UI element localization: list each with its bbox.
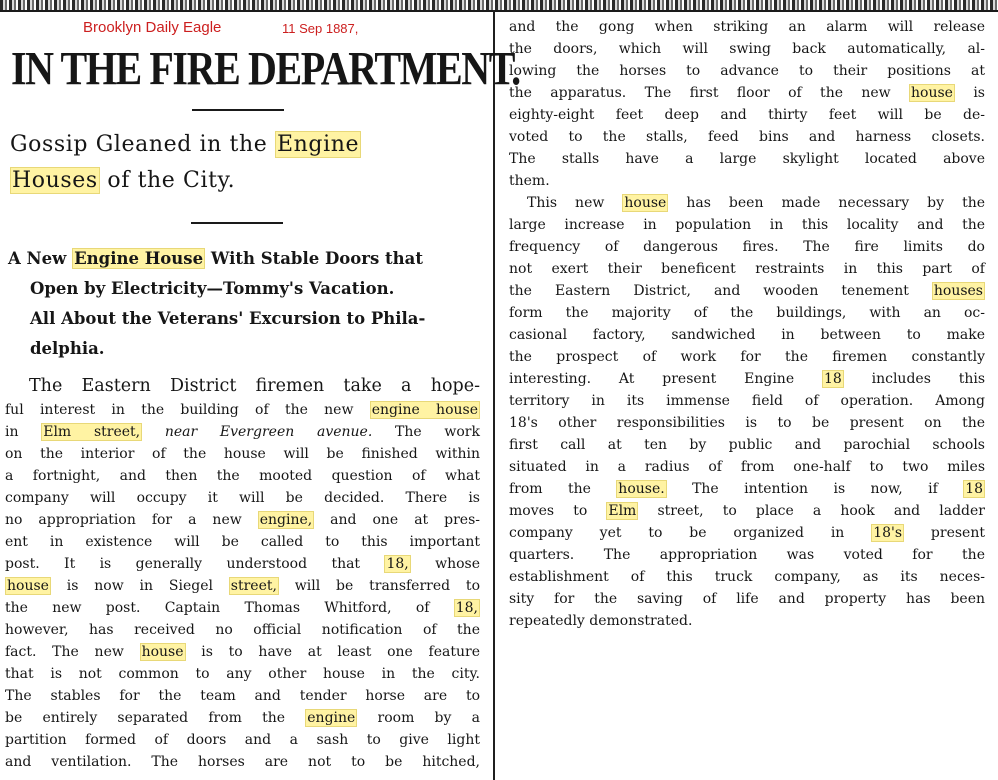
deck-text: of the City.	[99, 168, 236, 193]
body-text: post. It is generally understood that	[5, 556, 385, 572]
search-highlight: street,	[230, 578, 277, 594]
body-line	[5, 509, 480, 531]
body-line: large increase in population in this locality and the	[509, 217, 985, 233]
search-highlight: 18,	[455, 600, 478, 616]
subheading-line: delphia.	[30, 339, 105, 358]
search-highlight: house	[7, 578, 49, 594]
body-line	[509, 522, 985, 544]
body-line	[5, 421, 480, 443]
body-line: repeatedly demonstrated.	[509, 613, 693, 629]
search-highlight: engine	[307, 710, 356, 726]
body-text: moves to	[509, 503, 607, 519]
body-text: company yet to be organized in	[509, 525, 872, 541]
body-text: includes this	[843, 371, 986, 387]
body-line	[5, 597, 480, 619]
body-text: is	[954, 85, 985, 101]
article-body-left	[5, 373, 480, 773]
body-line: The stables for the team and tender horse are to	[5, 688, 480, 704]
body-line	[5, 553, 480, 575]
body-line: the prospect of work for the firemen constantly	[509, 349, 985, 365]
body-line: ent in existence will be called to this important	[5, 534, 480, 550]
body-line: quarters. The appropriation was voted for the	[509, 547, 985, 563]
deck-rule	[191, 222, 283, 224]
search-highlight: 18	[965, 481, 984, 497]
body-text: be entirely separated from the	[5, 710, 306, 726]
search-highlight: Engine House	[74, 249, 204, 268]
body-line: however, has received no official notification of the	[5, 622, 480, 638]
search-highlight: 18's	[873, 525, 903, 541]
body-line: establishment of this truck company, as its neces-	[509, 569, 985, 585]
subheading-line: Open by Electricity—Tommy's Vacation.	[30, 279, 395, 298]
body-line	[5, 575, 480, 597]
body-text: near Evergreen avenue.	[142, 424, 373, 440]
body-line	[509, 82, 985, 104]
search-highlight: house	[624, 195, 667, 211]
body-line: The stalls have a large skylight located above	[509, 151, 985, 167]
body-text: is now in Siegel	[50, 578, 229, 594]
body-text: no appropriation for a new	[5, 512, 258, 528]
body-line: 18's other responsibilities is to be present on the	[509, 415, 985, 431]
body-line	[509, 368, 985, 390]
body-line: company will occupy it will be decided. There is	[5, 490, 480, 506]
deck-line	[10, 127, 486, 163]
body-text: room by a	[357, 710, 480, 726]
body-line	[509, 478, 985, 500]
search-highlight: houses	[933, 283, 983, 299]
body-line: The Eastern District firemen take a hope-	[29, 376, 480, 396]
deck-heading	[10, 127, 486, 199]
search-highlight: Engine	[276, 132, 360, 157]
body-line: frequency of dangerous fires. The fire limits do	[509, 239, 985, 255]
search-highlight: Elm street,	[43, 424, 141, 440]
body-line: and the gong when striking an alarm will release	[509, 19, 985, 35]
body-line	[509, 280, 985, 302]
body-text: whose	[410, 556, 481, 572]
source-publication: Brooklyn Daily Eagle	[83, 19, 222, 36]
body-text: The work	[372, 424, 480, 440]
body-text: is to have at least one feature	[185, 644, 480, 660]
search-highlight: 18	[823, 371, 842, 387]
column-divider	[493, 10, 495, 780]
body-line: not exert their beneficent restraints in this part of	[509, 261, 985, 277]
body-line	[5, 399, 480, 421]
search-highlight: house	[911, 85, 953, 101]
deck-line	[10, 163, 486, 199]
body-text: the new post. Captain Thomas Whitford, of	[5, 600, 454, 616]
body-line: partition formed of doors and a sash to give light	[5, 732, 480, 748]
deck-text: Gossip Gleaned in the	[10, 132, 275, 157]
body-line	[5, 707, 480, 729]
body-line: lowing the horses to advance to their positions at	[509, 63, 985, 79]
body-line: a fortnight, and then the mooted question of what	[5, 468, 480, 484]
search-highlight: Houses	[12, 168, 98, 193]
body-text: from the	[509, 481, 617, 497]
body-line: situated in a radius of from one-half to two miles	[509, 459, 985, 475]
body-text: has been made necessary by the	[668, 195, 986, 211]
subheading-text: With Stable Doors that	[205, 249, 423, 268]
subheading-line: All About the Veterans' Excursion to Phila-	[30, 309, 426, 328]
body-text: present	[904, 525, 985, 541]
source-date: 11 Sep 1887,	[282, 21, 359, 36]
headline: IN THE FIRE DEPARTMENT.	[11, 41, 520, 96]
body-line	[509, 500, 985, 522]
body-text: ful interest in the building of the new	[5, 402, 370, 418]
body-line: them.	[509, 173, 550, 189]
body-text: street, to place a hook and ladder	[638, 503, 985, 519]
search-highlight: house	[141, 644, 184, 660]
body-text: and one at pres-	[314, 512, 480, 528]
body-line: eighty-eight feet deep and thirty feet will be de-	[509, 107, 985, 123]
search-highlight: engine house	[371, 402, 478, 418]
page-top-border	[0, 0, 998, 12]
search-highlight: 18,	[386, 556, 409, 572]
subheading-line	[8, 244, 486, 274]
body-line: sity for the saving of life and property has been	[509, 591, 985, 607]
body-line: first call at ten by public and parochial schools	[509, 437, 985, 453]
search-highlight: Elm	[608, 503, 637, 519]
body-line: and ventilation. The horses are not to be hitched,	[5, 754, 480, 770]
body-line: on the interior of the house will be finished within	[5, 446, 480, 462]
body-text: will be transferred to	[278, 578, 480, 594]
subheading-text: A New	[8, 249, 73, 268]
headline-rule	[192, 109, 284, 111]
body-text: interesting. At present Engine	[509, 371, 822, 387]
body-line: voted to the stalls, feed bins and harness closets.	[509, 129, 985, 145]
body-text: The intention is now, if	[666, 481, 964, 497]
subheading	[8, 244, 486, 364]
body-line: the doors, which will swing back automatically, al-	[509, 41, 985, 57]
article-body-right	[509, 16, 985, 632]
body-line	[509, 192, 985, 214]
body-text: in	[5, 424, 42, 440]
body-text: the Eastern District, and wooden tenement	[509, 283, 932, 299]
body-line	[5, 641, 480, 663]
body-line: form the majority of the buildings, with an oc-	[509, 305, 985, 321]
body-text: This new	[527, 195, 623, 211]
search-highlight: house.	[618, 481, 665, 497]
body-text: fact. The new	[5, 644, 140, 660]
body-line: territory in its immense field of operation. Among	[509, 393, 985, 409]
body-line: that is not common to any other house in the city.	[5, 666, 480, 682]
body-text: the apparatus. The first floor of the new	[509, 85, 910, 101]
body-line: casional factory, sandwiched in between to make	[509, 327, 985, 343]
search-highlight: engine,	[259, 512, 313, 528]
